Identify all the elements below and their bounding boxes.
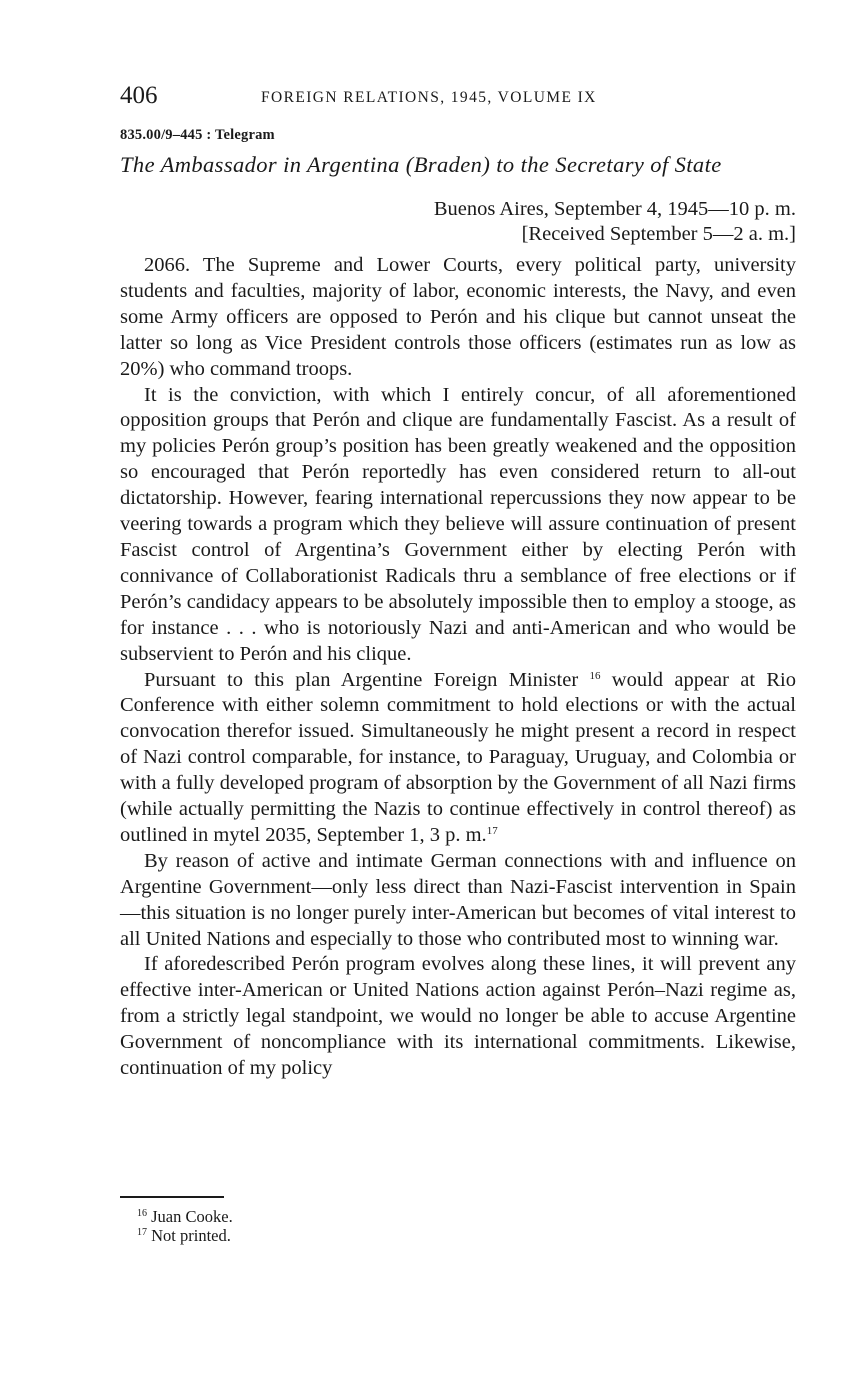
footnote-17 — [137, 1226, 233, 1245]
footnote-ref-16[interactable]: 16 — [589, 669, 601, 682]
paragraph-3-part-b: would appear at Rio Conference with either solemn commitment to hold elections or with the actual convocation therefor issued. Simultaneously he might present a record in respect of Nazi control comparable, for instance, to Paraguay, Uruguay, and Colombia or with a fully developed program of absorption by the Government of all Nazi firms (while actually permitting the Nazis to continue effectively in control thereof) as outlined in mytel 2035, September 1, 3 p. m. — [120, 668, 797, 846]
footnote-text: Not printed. — [151, 1226, 231, 1245]
running-head: FOREIGN RELATIONS, 1945, VOLUME IX — [261, 89, 597, 106]
paragraph-4: By reason of active and intimate German connections with and influence on Argentine Government—only less direct than Nazi-Fascist intervention in Spain—this situation is no longer purely inter-American but becomes of vital interest to all United Nations and especially to those who contributed most to winning war. — [120, 849, 796, 950]
paragraph-2: It is the conviction, with which I entirely concur, of all aforementioned opposition groups that Perón and clique are fundamentally Fascist. As a result of my policies Perón group’s position has been greatly weakened and the opposition so encouraged that Perón reportedly has even considered return to all-out dictatorship. However, fearing international repercussions they now appear to be veering towards a program which they believe will assure continuation of present Fascist control of Argentina’s Government either by electing Perón with connivance of Collaborationist Radicals thru a semblance of free elections or if Perón’s candidacy appears to be absolutely impossible then to employ a stooge, as for instance . . . who is notoriously Nazi and anti-American and who would be subservient to Perón and his clique. — [120, 383, 796, 665]
paragraph-3 — [120, 668, 796, 849]
paragraph-5: If aforedescribed Perón program evolves along these lines, it will prevent any effective inter-American or United Nations action against Perón–Nazi regime as, from a strictly legal standpoint, we would no longer be able to accuse Argentine Government of noncompliance with its international commitments. Likewise, continuation of my policy — [120, 953, 796, 1080]
telegram-body — [120, 253, 796, 1082]
page-header — [120, 82, 796, 114]
footnote-text: Juan Cooke. — [151, 1207, 233, 1226]
footnote-divider — [120, 1196, 224, 1198]
dateline-sent: Buenos Aires, September 4, 1945—10 p. m. — [433, 198, 796, 220]
footnote-ref-17[interactable]: 17 — [486, 824, 498, 837]
footnote-16 — [137, 1207, 233, 1226]
page-number: 406 — [120, 82, 158, 109]
document-title: The Ambassador in Argentina (Braden) to the Secretary of State — [120, 152, 722, 177]
footnote-mark: 17 — [137, 1227, 147, 1238]
file-reference: 835.00/9–445 : Telegram — [120, 127, 275, 143]
paragraph-3-part-a: Pursuant to this plan Argentine Foreign Minister — [144, 668, 579, 691]
footnote-mark: 16 — [137, 1208, 147, 1219]
paragraph-1: 2066. The Supreme and Lower Courts, every political party, university students and faculties, majority of labor, economic interests, the Navy, and even some Army officers are opposed to Perón and his clique but cannot unseat the latter so long as Vice President controls those officers (estimates run as low as 20%) who command troops. — [120, 254, 796, 380]
dateline-received: [Received September 5—2 a. m.] — [521, 223, 796, 245]
footnotes — [137, 1207, 233, 1245]
